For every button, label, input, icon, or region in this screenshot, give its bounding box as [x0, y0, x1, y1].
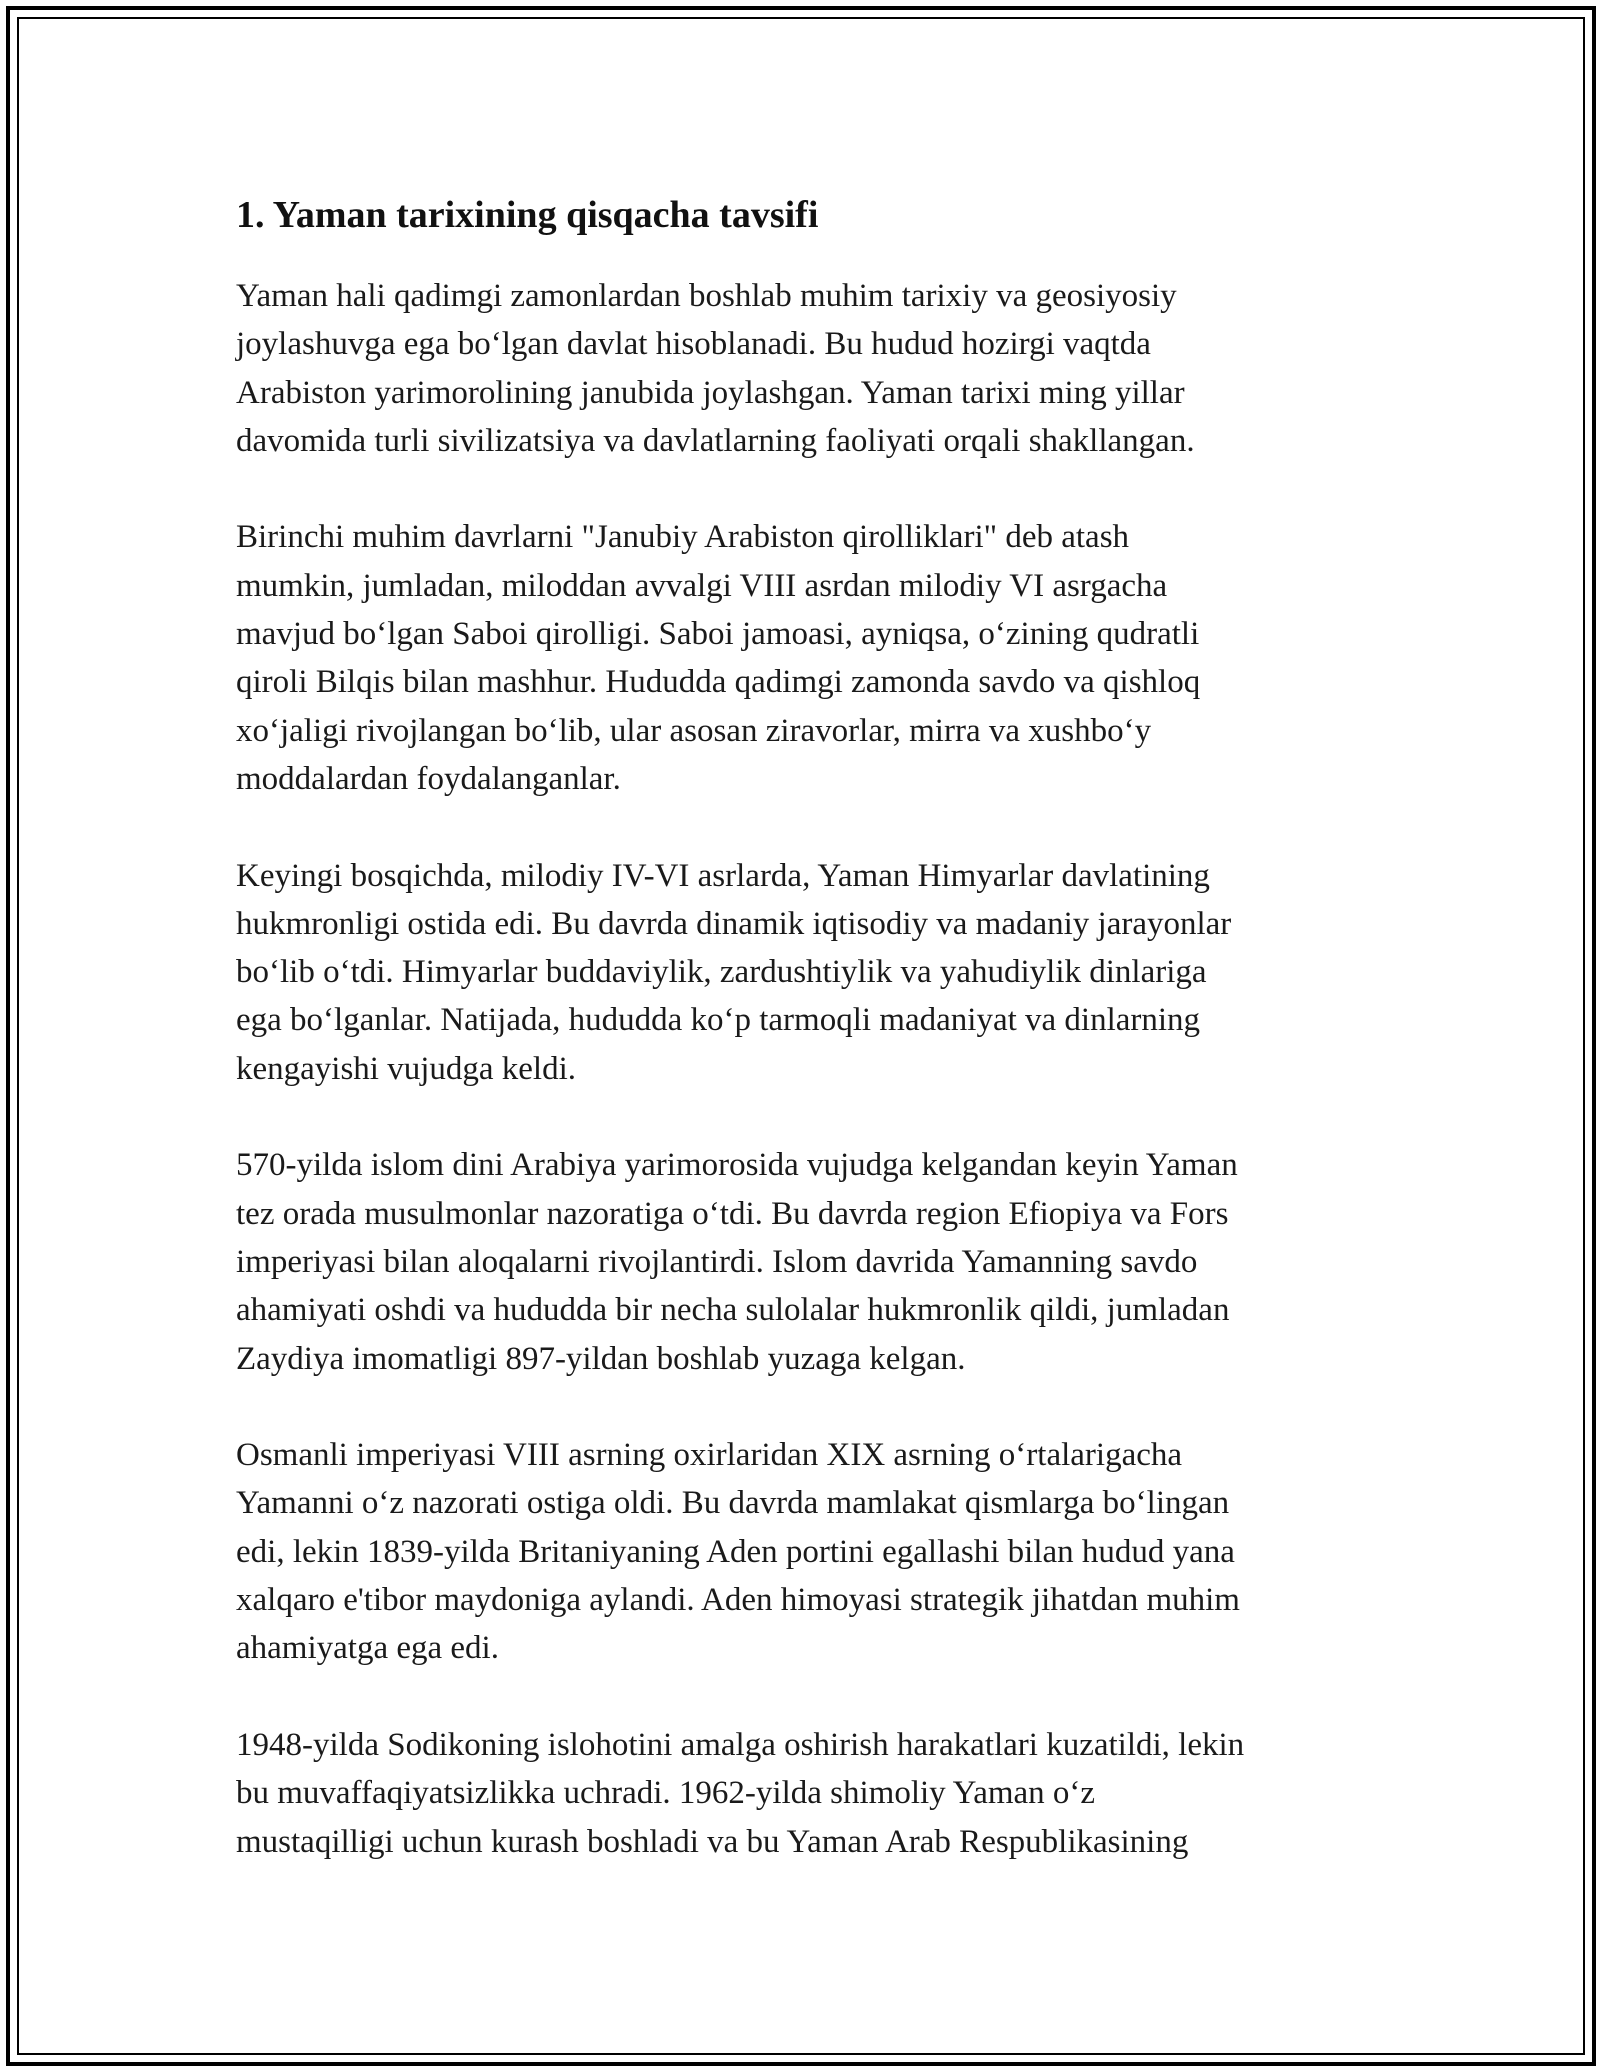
- paragraph-himyarite-period: Keyingi bosqichda, milodiy IV-VI asrlarda, Yaman Himyarlar davlatining hukmronligi ostida edi. Bu davrda dinamik iqtisodiy va madaniy jarayonlar boʻlib oʻtdi. Himyarlar buddaviylik, zardushtiylik va yahudiylik dinlariga ega boʻlganlar. Natijada, hududda koʻp tarmoqli madaniyat va dinlarning kengayishi vujudga keldi.: [236, 857, 1232, 1087]
- paragraph-modern-period: 1948-yilda Sodikoning islohotini amalga oshirish harakatlari kuzatildi, lekin bu muvaffaqiyatsizlikka uchradi. 1962-yilda shimoliy Yaman oʻz mustaqilligi uchun kurash boshladi va bu Yaman Arab Respublikasining: [236, 1726, 1245, 1860]
- paragraph-south-arabian-kingdoms: Birinchi muhim davrlarni "Janubiy Arabiston qirolliklari" deb atash mumkin, jumladan, miloddan avvalgi VIII asrdan milodiy VI asrgacha mavjud boʻlgan Saboi qirolligi. Saboi jamoasi, ayniqsa, oʻzining qudratli qiroli Bilqis bilan mashhur. Hududda qadimgi zamonda savdo va qishloq xoʻjaligi rivojlangan boʻlib, ular asosan ziravorlar, mirra va xushboʻy moddalardan foydalanganlar.: [236, 519, 1201, 797]
- paragraph-intro: Yaman hali qadimgi zamonlardan boshlab muhim tarixiy va geosiyosiy joylashuvga ega boʻlgan davlat hisoblanadi. Bu hudud hozirgi vaqtda Arabiston yarimorolining janubida joylashgan. Yaman tarixi ming yillar davomida turli sivilizatsiya va davlatlarning faoliyati orqali shakllangan.: [236, 278, 1195, 459]
- section-heading: 1. Yaman tarixining qisqacha tavsifi: [236, 194, 819, 236]
- paragraph-ottoman-period: Osmanli imperiyasi VIII asrning oxirlaridan XIX asrning oʻrtalarigacha Yamanni oʻz nazorati ostiga oldi. Bu davrda mamlakat qismlarga boʻlingan edi, lekin 1839-yilda Britaniyaning Aden portini egallashi bilan hudud yana xalqaro e'tibor maydoniga aylandi. Aden himoyasi strategik jihatdan muhim ahamiyatga ega edi.: [236, 1437, 1240, 1667]
- document-body: [236, 180, 1376, 1914]
- paragraph-islamic-period: 570-yilda islom dini Arabiya yarimorosida vujudga kelgandan keyin Yaman tez orada musulmonlar nazoratiga oʻtdi. Bu davrda region Efiopiya va Fors imperiyasi bilan aloqalarni rivojlantirdi. Islom davrida Yamanning savdo ahamiyati oshdi va hududda bir necha sulolalar hukmronlik qildi, jumladan Zaydiya imomatligi 897-yildan boshlab yuzaga kelgan.: [236, 1147, 1238, 1377]
